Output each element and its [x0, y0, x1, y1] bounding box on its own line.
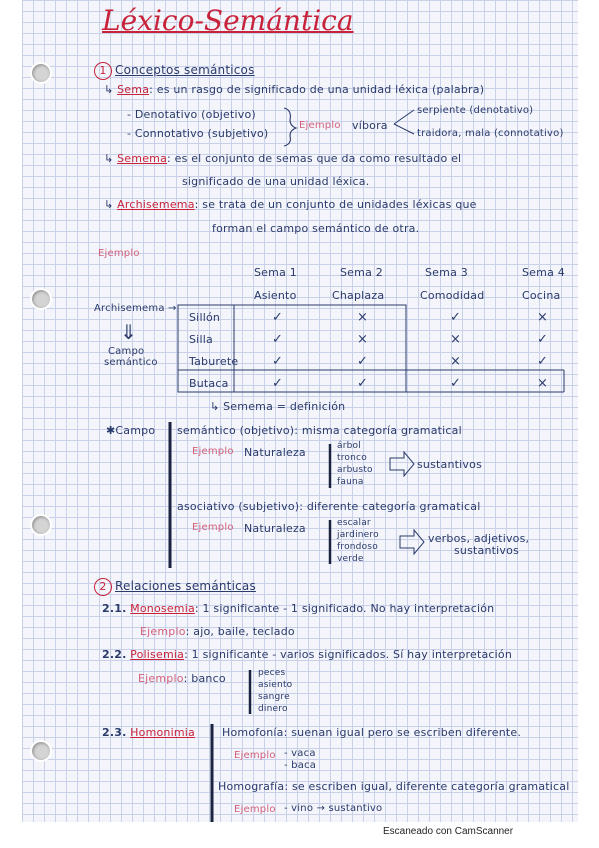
- table-mark: ✓: [537, 332, 549, 347]
- arrow-icon: ↳: [104, 83, 118, 96]
- brace-shape: [284, 108, 296, 146]
- table-mark: ✓: [272, 310, 284, 325]
- list-item: arbusto: [337, 465, 373, 475]
- list-item: escalar: [337, 518, 371, 528]
- table-header-feature: Cocina: [522, 289, 561, 302]
- example-connotative: traidora, mala (connotativo): [417, 128, 564, 139]
- table-mark: ✓: [272, 332, 284, 347]
- semema-note-text: Semema = definición: [223, 400, 346, 413]
- table-row-word: Butaca: [189, 377, 229, 390]
- table-header-sema: Sema 2: [340, 266, 383, 279]
- arrow-icon: ↳: [104, 198, 118, 211]
- campo-semantico-line: semántico (objetivo): misma categoría gramatical: [177, 424, 462, 437]
- example-label: Ejemplo: [192, 446, 234, 457]
- campo-label-2: semántico: [104, 357, 158, 368]
- term-definition: : 1 significante - 1 significado. No hay interpretación: [194, 602, 495, 615]
- table-header-feature: Chaplaza: [332, 289, 385, 302]
- example-label: Ejemplo: [234, 750, 276, 761]
- term-label: Archisemema: [117, 198, 195, 211]
- outlined-arrow-icon: [400, 530, 424, 554]
- arrow-icon: ↳: [210, 400, 224, 413]
- item-number: 2.2.: [102, 648, 127, 661]
- table-word-box: [178, 305, 406, 392]
- section-number: 2: [94, 578, 112, 596]
- table-mark: ×: [537, 310, 549, 325]
- term-definition: : se trata de un conjunto de unidades léxicas que: [194, 198, 477, 211]
- term-label: Polisemia: [130, 648, 185, 661]
- term-definition-cont: significado de una unidad léxica.: [182, 175, 370, 188]
- table-mark: ✓: [357, 376, 369, 391]
- bullet-icon: ✱: [106, 424, 116, 437]
- table-row-word: Sillón: [189, 311, 221, 324]
- list-item: peces: [258, 668, 286, 678]
- item-number: 2.3.: [102, 726, 127, 739]
- example-label: Ejemplo: [138, 672, 184, 685]
- list-item: - baca: [284, 760, 317, 771]
- campo-heading-text: Campo: [115, 424, 156, 437]
- outlined-arrow-icon: [390, 452, 414, 476]
- term-label: Sema: [117, 83, 150, 96]
- example-text: : ajo, baile, teclado: [185, 625, 295, 638]
- list-item: árbol: [337, 441, 361, 451]
- table-mark: ✓: [450, 310, 462, 325]
- table-header-sema: Sema 1: [254, 266, 297, 279]
- list-item: dinero: [258, 704, 288, 714]
- example-label: Ejemplo: [98, 248, 140, 259]
- table-row-word: Taburete: [189, 355, 239, 368]
- list-item: - vaca: [284, 748, 316, 759]
- down-arrow-icon: ⇓: [120, 320, 137, 344]
- list-item: - vino → sustantivo: [284, 803, 383, 814]
- example-label: Ejemplo: [234, 804, 276, 815]
- table-header-sema: Sema 3: [425, 266, 468, 279]
- term-definition-cont: forman el campo semántico de otra.: [212, 222, 420, 235]
- fork-arrow: [394, 110, 414, 134]
- example-label: Ejemplo: [299, 120, 341, 131]
- example-label: Ejemplo: [192, 522, 234, 533]
- list-item: sangre: [258, 692, 290, 702]
- campo-label: Campo: [108, 346, 145, 357]
- notebook-page: [22, 0, 578, 822]
- table-mark: ✓: [272, 354, 284, 369]
- item-number: 2.1.: [102, 602, 127, 615]
- result-text: sustantivos: [417, 458, 482, 471]
- term-label: Monosemia: [130, 602, 195, 615]
- table-mark: ×: [450, 332, 462, 347]
- connotativo-item: - Connotativo (subjetivo): [127, 127, 269, 140]
- table-header-sema: Sema 4: [522, 266, 565, 279]
- denotativo-item: - Denotativo (objetivo): [127, 108, 256, 121]
- table-mark: ×: [450, 354, 462, 369]
- example-label: Ejemplo: [140, 625, 186, 638]
- list-item: frondoso: [337, 542, 378, 552]
- homofonia-definition: Homofonía: suenan igual pero se escriben diferente.: [222, 726, 522, 739]
- table-mark: ✓: [450, 376, 462, 391]
- term-label: Semema: [117, 152, 168, 165]
- table-mark: ✓: [537, 354, 549, 369]
- term-label: Homonimia: [130, 726, 195, 739]
- hand-drawn-lines: [22, 0, 578, 822]
- section-number: 1: [94, 62, 112, 80]
- table-mark: ✓: [272, 376, 284, 391]
- result-text: verbos, adjetivos,: [428, 532, 530, 545]
- table-row-word: Silla: [189, 333, 213, 346]
- list-item: jardinero: [337, 530, 379, 540]
- example-word: víbora: [352, 119, 388, 132]
- term-definition: : 1 significante - varios significados. Sí hay interpretación: [184, 648, 513, 661]
- list-item: fauna: [337, 477, 364, 487]
- list-item: verde: [337, 554, 364, 564]
- scanner-watermark: Escaneado con CamScanner: [383, 826, 514, 837]
- table-mark: ×: [357, 310, 369, 325]
- archisemema-label: Archisemema →: [94, 303, 177, 314]
- table-mark: ×: [537, 376, 549, 391]
- section-title: Conceptos semánticos: [115, 63, 255, 77]
- arrow-icon: ↳: [104, 152, 118, 165]
- page-title: Léxico-Semántica: [102, 4, 354, 37]
- list-item: asiento: [258, 680, 293, 690]
- homografia-definition: Homografía: se escriben igual, diferente categoría gramatical: [218, 780, 570, 793]
- example-text: : banco: [183, 672, 226, 685]
- section-title: Relaciones semánticas: [115, 579, 256, 593]
- example-denotative: serpiente (denotativo): [417, 105, 534, 116]
- table-mark: ✓: [357, 354, 369, 369]
- term-definition: : es el conjunto de semas que da como resultado el: [167, 152, 462, 165]
- table-header-feature: Comodidad: [420, 289, 485, 302]
- example-word: Naturaleza: [244, 522, 306, 535]
- campo-asociativo-line: asociativo (subjetivo): diferente categoría gramatical: [177, 500, 481, 513]
- example-word: Naturaleza: [244, 446, 306, 459]
- result-text: sustantivos: [454, 544, 519, 557]
- archisemema-text: Archisemema: [94, 303, 165, 314]
- table-header-feature: Asiento: [254, 289, 297, 302]
- term-definition: : es un rasgo de significado de una unidad léxica (palabra): [149, 83, 485, 96]
- list-item: tronco: [337, 453, 367, 463]
- table-mark: ×: [357, 332, 369, 347]
